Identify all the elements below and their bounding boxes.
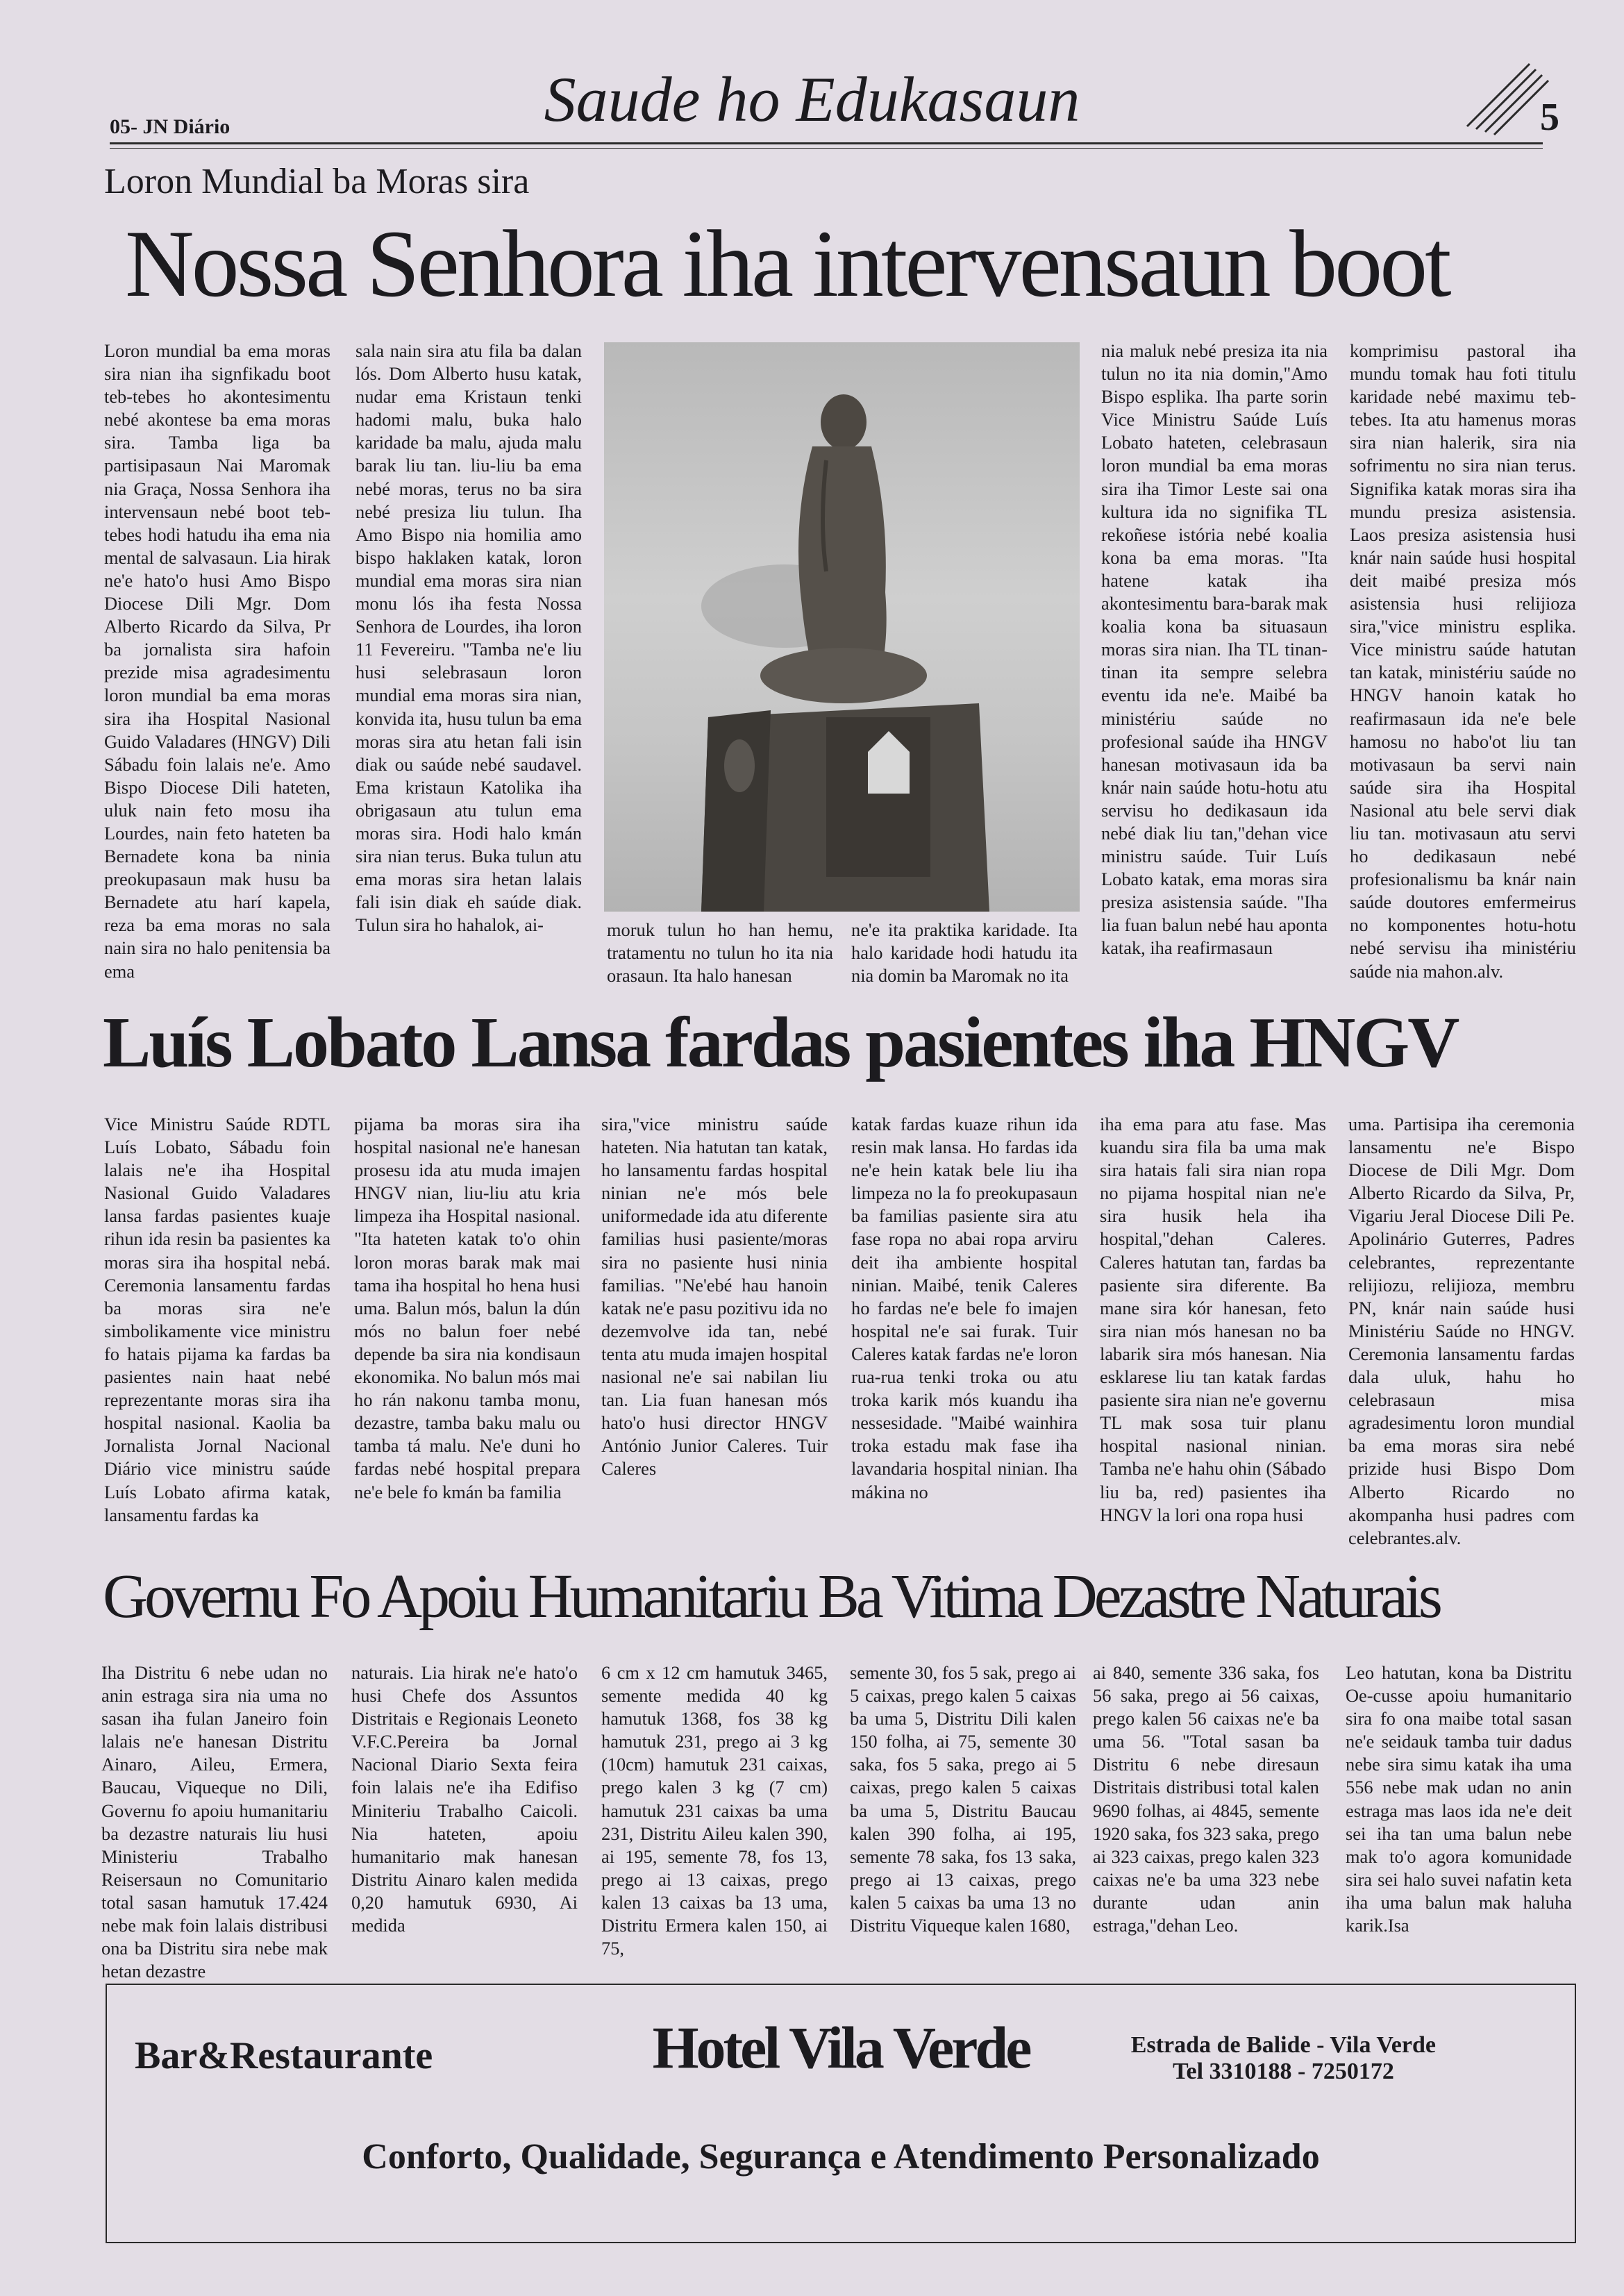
- article3-col1-text: Iha Distritu 6 nebe udan no anin estraga sira nia uma no sasan iha fulan Janeiro foin lalais ne'e hanesan Distritu Ainaro, Aileu, Ermera, Baucau, Viqueque no Dili, Governu fo apoiu humanitariu ba dezastre naturais liu husi Ministeriu Trabalho Reisersaun no Comunitario total sasan hamutuk 17.424 nebe mak foin lalais distribusi ona ba Distritu sira nebe mak hetan dezastre: [101, 1662, 328, 1982]
- article2-col4: [851, 1113, 1078, 1530]
- page-number: 5: [1540, 96, 1559, 139]
- article1-col4b: [1101, 340, 1328, 985]
- article3-col5-text: ai 840, semente 336 saka, fos 56 saka, prego ai 56 caixas, prego kalen 56 caixas ne'e ba uma 56. "Total sasan ba Distritu 6 nebe diresaun Distritais distribusi total kalen 9690 folhas, ai 4845, semente 1920 saka, fos 323 saka, prego ai 323 caixas, prego kalen 323 caixas ne'e ba uma 323 nebe durante udan anin estraga,"dehan Leo.: [1093, 1662, 1319, 1936]
- article3-col2: [351, 1661, 578, 1967]
- article2-headline: Luís Lobato Lansa fardas pasientes iha HNGV: [103, 1003, 1458, 1082]
- article2-col5-text: iha ema para atu fase. Mas kuandu sira fila ba uma mak sira hatais fali sira nian ropa no pijama hospital nian ne'e sira husik hela iha hospital,"dehan Caleres. Caleres hatutan tan, fardas ba pasiente sira diferente. Ba mane sira kór hanesan, feto sira nian mós hanesan no ba labarik sira mós hanesan. Nia esklarese liu tan katak fardas pasiente sira nian ne'e governu TL mak sosa tuir planu hospital nasional ninian. Tamba ne'e hahu ohin (Sábado liu ba, red) pasientes iha HNGV la lori ona ropa husi: [1100, 1114, 1326, 1525]
- article2-col6: [1348, 1113, 1575, 1548]
- statue-icon: [604, 342, 1080, 912]
- article3-col4-text: semente 30, fos 5 sak, prego ai 5 caixas, prego kalen 5 caixas ba uma 5, Distritu Dili kalen 150 folha, ai 75, semente 30 saka, fos 5 saka, prego ai 5 caixas, prego kalen 5 caixas ba uma 5, Distritu Baucau kalen 390 folha, ai 195, semente 78 saka, fos 13 saka, prego ai 13 caixas, prego kalen 5 caixas ba uma 13 no Distritu Viqueque kalen 1680,: [850, 1662, 1076, 1936]
- statue-photo: [604, 342, 1080, 912]
- article2-col2: [354, 1113, 580, 1530]
- article3-col1: [101, 1661, 328, 1982]
- article3-col3: [601, 1661, 828, 1967]
- article1-col3-text: moruk tulun ho han hemu, tratamentu no tulun ho ita nia orasaun. Ita halo hanesan: [607, 919, 833, 987]
- article1-col1-text: Loron mundial ba ema moras sira nian iha signfikadu boot teb-tebes ho akontesimentu nebé akontese ba ema moras sira. Tamba liga ba partisipasaun Nai Maromak nia Graça, Nossa Senhora iha intervensaun nebé boot teb-tebes hodi hatudu iha ema nia mental de salvasaun. Lia hirak ne'e hato'o husi Amo Bispo Diocese Dili Mgr. Dom Alberto Ricardo da Silva, Pr ba jornalista sira hafoin prezide misa agradesimentu loron mundial ba ema moras sira iha Hospital Nasional Guido Valadares (HNGV) Dili Sábadu foin lalais ne'e. Amo Bispo Diocese Dili hateten, uluk nain feto mosu iha Lourdes, nain feto hateten ba Bernadete kona ba ninia preokupasaun mak husu ba Bernadete atu harí kapela, reza ba ema moras no sala nain sira no halo penitensia ba ema: [104, 340, 330, 982]
- article2-col1: [104, 1113, 330, 1530]
- ad-address: Estrada de Balide - Vila Verde: [1130, 2032, 1436, 2058]
- article1-col2: [355, 340, 582, 985]
- article1-col5-text: komprimisu pastoral iha mundu tomak hau foti titulu karidade nebé maximu teb-tebes. Ita atu hamenus moras sira nian halerik, sira nia sofrimentu no sira nian terus. Signifika katak moras sira iha mundu presiza asistensia. Laos presiza asistensia husi knár nain saúde husi hospital deit maibé presiza mós asistensia husi relijioza sira,"vice ministru esplika. Vice ministru saúde hatutan tan katak, ministériu saúde no HNGV hanoin katak ho reafirmasaun ida ne'e bele hamosu no habo'ot liu tan motivasaun ba servi nain saúde sira iha Hospital Nasional atu bele servi diak liu tan. motivasaun atu servi ho dedikasaun nebé profesionalismu ba knár nain saúde doutores emfermeirus no komponentes hotu-hotu nebé servisu iha ministériu saúde nia mahon.alv.: [1350, 340, 1576, 982]
- article2-col5: [1100, 1113, 1326, 1530]
- hatch-mark-icon: [1464, 57, 1561, 139]
- article1-col4a-text: ne'e ita praktika karidade. Ita halo karidade hodi hatudu ita nia domin ba Maromak no ita: [851, 919, 1078, 987]
- article3-headline: Governu Fo Apoiu Humanitariu Ba Vitima Dezastre Naturais: [103, 1562, 1439, 1631]
- article1-col3: [607, 919, 833, 985]
- ad-bar-restaurant: Bar&Restaurante: [135, 2034, 433, 2077]
- article1-col4b-text: nia maluk nebé presiza ita nia tulun no ita nia domin,"Amo Bispo esplika. Iha parte sorin Vice Ministru Saúde Luís Lobato hateten, celebrasaun loron mundial ba ema moras sira iha Timor Leste sai ona kultura ida no signifika TL rekoñese istória nebé koalia kona ba ema moras. "Ita hatene katak iha akontesimentu bara-barak mak koalia kona ba situasaun moras sira nian. Iha TL tinan-tinan ita sempre selebra eventu ida ne'e. Maibé ba ministériu saúde no profesional saúde iha HNGV hanesan motivasaun ida ba knár nain saúde hotu-hotu atu servisu ho dedikasaun ida nebé diak liu tan,"dehan vice ministru saúde. Tuir Luís Lobato katak, ema moras sira presiza asistensia saúde. "Iha lia fuan balun nebé hau aponta katak, iha reafirmasaun: [1101, 340, 1328, 959]
- hotel-advertisement: [106, 1984, 1576, 2243]
- article2-col3: [601, 1113, 828, 1530]
- header-rule-thin: [110, 148, 1543, 149]
- article3-col5: [1093, 1661, 1319, 1967]
- ad-hotel-name: Hotel Vila Verde: [652, 2014, 1030, 2081]
- article2-col3-text: sira,"vice ministru saúde hateten. Nia hatutan tan katak, ho lansamentu fardas hospital ninian ne'e mós bele uniformedade ida atu diferente familias husi pasiente/moras sira no pasiente husi ninia familias. "Ne'ebé hau hanoin katak ne'e pasu pozitivu ida no dezemvolve ida tan, nebé tenta atu muda imajen hospital nasional ne'e sai nabilan liu tan. Lia fuan hanesan mós hato'o husi director HNGV António Junior Caleres. Tuir Caleres: [601, 1114, 828, 1480]
- ad-phone: Tel 3310188 - 7250172: [1172, 2059, 1394, 2084]
- article2-col1-text: Vice Ministru Saúde RDTL Luís Lobato, Sábadu foin lalais ne'e iha Hospital Nasional Guido Valadares lansa fardas pasientes kuaje rihun ida resin ba pasientes ka moras sira iha hospital nebá. Ceremonia lansamentu fardas ba moras sira ne'e simbolikamente vice ministru fo hatais pijama ka fardas ba pasientes nain haat nebé reprezentante moras sira iha hospital nasional. Kaolia ba Jornalista Jornal Nacional Diário vice ministru saúde Luís Lobato afirma katak, lansamentu fardas ka: [104, 1114, 330, 1525]
- article3-col6: [1346, 1661, 1572, 1967]
- article1-headline: Nossa Senhora iha intervensaun boot: [125, 210, 1449, 317]
- article3-col2-text: naturais. Lia hirak ne'e hato'o husi Chefe dos Assuntos Distritais e Regionais Leoneto V.F.C.Pereira ba Jornal Nacional Diario Sexta feira foin lalais ne'e iha Edifiso Miniteriu Trabalho Caicoli. Nia hateten, apoiu humanitario mak hanesan Distritu Ainaro kalen medida 0,20 hamutuk 6930, Ai medida: [351, 1662, 578, 1936]
- article1-col2-text: sala nain sira atu fila ba dalan lós. Dom Alberto husu katak, nudar ema Kristaun tenki hadomi malu, buka halo karidade ba malu, ajuda malu barak liu tan. liu-liu ba ema nebé moras, terus no ba sira nebé presiza liu tulun. Iha Amo Bispo nia homilia amo bispo haklaken katak, loron mundial ema moras sira nian monu lós iha festa Nossa Senhora de Lourdes, iha loron 11 Fevereiru. "Tamba ne'e liu husi selebrasaun loron mundial ema moras sira nian, konvida ita, husu tulun ba ema moras sira atu hetan fali isin diak ou saúde nebé saudavel. Ema kristaun Katolika iha obrigasaun atu tulun ema moras sira. Hodi halo kmán sira nian terus. Buka tulun atu ema moras sira hetan lalais fali isin diak eh saúde diak. Tulun sira ho hahalok, ai-: [355, 340, 582, 936]
- article1-col5: [1350, 340, 1576, 985]
- article3-col4: [850, 1661, 1076, 1967]
- article1-col4a: [851, 919, 1078, 985]
- section-title: Saude ho Edukasaun: [544, 64, 1080, 135]
- article3-col6-text: Leo hatutan, kona ba Distritu Oe-cusse apoiu humanitario sira fo ona maibe total sasan ne'e seidauk tamba tuir dadus nebe sira simu katak iha uma 556 nebe mak udan no anin estraga mas laos ida ne'e deit sei iha tan uma balun nebe mak to'o agora komunidade sira sei halo suvei nafatin keta iha uma balun mak haluha karik.Isa: [1346, 1662, 1572, 1936]
- article2-col4-text: katak fardas kuaze rihun ida resin mak lansa. Ho fardas ida ne'e hein katak bele liu iha limpeza no la fo preokupasaun ba familias pasiente sira atu fase ropa no abai ropa arviru deit iha ambiente hospital ninian. Maibé, tenik Caleres ho fardas ne'e bele fo imajen hospital ne'e sai furak. Tuir Caleres katak fardas ne'e loron rua-rua tenki troka ou atu troka karik mós kuandu iha nessesidade. "Maibé wainhira troka estadu mak fase iha lavandaria hospital ninian. Iha mákina no: [851, 1114, 1078, 1502]
- article3-col3-text: 6 cm x 12 cm hamutuk 3465, semente medida 40 kg hamutuk 1368, fos 38 kg hamutuk 231, prego ai 3 kg (10cm) hamutuk 231 caixas, prego kalen 3 kg (7 cm) hamutuk 231 caixas ba uma 231, Distritu Aileu kalen 390, ai 195, semente 78, fos 13, prego ai 13 caixas, prego kalen 13 caixas ba 13 uma, Distritu Ermera kalen 150, ai 75,: [601, 1662, 828, 1959]
- ad-tagline: Conforto, Qualidade, Segurança e Atendimento Personalizado: [362, 2137, 1320, 2177]
- ad-contact: [1131, 2032, 1436, 2085]
- article2-col2-text: pijama ba moras sira iha hospital nasional ne'e hanesan prosesu ida atu muda imajen HNGV nian, liu-liu atu kria limpeza iha Hospital nasional. "Ita hateten katak to'o ohin loron moras barak mak mai tama iha hospital ho hena husi uma. Balun mós, balun la dún mós no balun foer nebé depende ba sira nia kondisaun ekonomika. No balun mós mai ho rán nakonu tamba monu, dezastre, tamba baku malu ou tamba tá malu. Ne'e duni ho fardas nebé hospital prepara ne'e bele fo kmán ba familia: [354, 1114, 580, 1502]
- header-rule: [110, 142, 1543, 144]
- article1-col1: [104, 340, 330, 985]
- page-label: 05- JN Diário: [110, 115, 231, 138]
- article2-col6-text: uma. Partisipa iha ceremonia lansamentu ne'e Bispo Diocese de Dili Mgr. Dom Alberto Ricardo da Silva, Pr, Vigariu Jeral Diocese Dili Pe. Apolinário Guterres, Padres celebrantes, reprezentante relijiozu, relijioza, membru PN, knár nain saúde husi Ministériu Saúde no HNGV. Ceremonia lansamentu fardas dala uluk, hahu ho celebrasaun misa agradesimentu loron mundial ba ema moras sira nebé prizide husi Bispo Dom Alberto Ricardo no akompanha husi padres com celebrantes.alv.: [1348, 1114, 1575, 1548]
- article1-kicker: Loron Mundial ba Moras sira: [104, 162, 530, 201]
